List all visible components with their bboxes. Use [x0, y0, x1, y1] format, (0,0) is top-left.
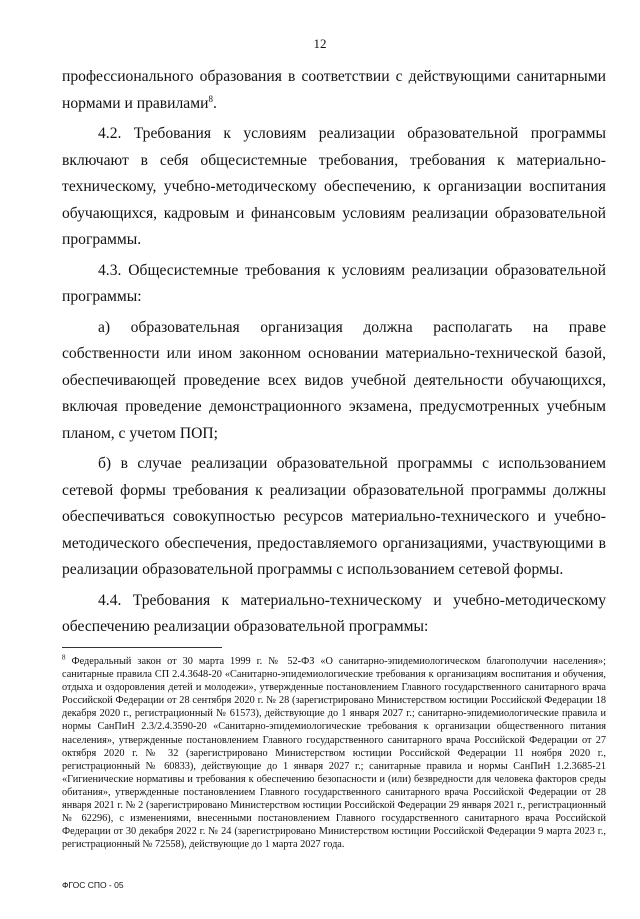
footnote	[62, 655, 606, 851]
paragraph-4-4: 4.4. Требования к материально-техническому и учебно-методическому обеспечению реализации образовательной программы:	[62, 591, 606, 635]
paragraph-4-2: 4.2. Требования к условиям реализации образовательной программы включают в себя общесистемные требования, требования к материально-техническому, учебно-методическому обеспечению, к организации воспитания обучающихся, кадровым и финансовым условиям реализации образовательной программы.	[62, 125, 606, 248]
footnote-reference[interactable]: 8	[208, 93, 213, 104]
document-body	[62, 64, 606, 645]
footnote-separator	[62, 647, 222, 648]
page-number: 12	[313, 36, 327, 51]
footnote-mark: 8	[62, 653, 66, 662]
paragraph-4-3-a: а) образовательная организация должна располагать на праве собственности или ином законном основании материально-технической базой, обеспечивающей проведение всех видов учебной деятельности обучающихся, включая проведение демонстрационного экзамена, предусмотренных учебным планом, с учетом ПОП;	[62, 318, 606, 442]
paragraph-continuation: профессионального образования в соответствии с действующими санитарными нормами и правилами$^8$.	[62, 68, 606, 112]
footnote-text: Федеральный закон от 30 марта 1999 г. № 52-ФЗ «О санитарно-эпидемиологическом благополучии населения»; санитарные правила СП 2.4.3648-20 «Санитарно-эпидемиологические требования к организациям воспитания и обучения, отдыха и оздоровления детей и молодежи», утвержденные постановлением Главного государственного санитарного врача Российской Федерации от 28 сентября 2020 г. № 28 (зарегистрировано Министерством юстиции Российской Федерации 18 декабря 2020 г., регистрационный № 61573), действующие до 1 января 2027 г.; санитарно-эпидемиологические правила и нормы СанПиН 2.3/2.4.3590-20 «Санитарно-эпидемиологические требования к организации общественного питания населения», утвержденные постановлением Главного государственного санитарного врача Российской Федерации от 27 октября 2020 г. № 32 (зарегистрировано Министерством юстиции Российской Федерации 11 ноября 2020 г., регистрационный № 60833), действующие до 1 января 2027 г.; санитарные правила и нормы СанПиН 1.2.3685-21 «Гигиенические нормативы и требования к обеспечению безопасности и (или) безвредности для человека факторов среды обитания», утвержденные постановлением Главного государственного санитарного врача Российской Федерации от 28 января 2021 г. № 2 (зарегистрировано Министерством юстиции Российской Федерации 29 января 2021 г., регистрационный № 62296), с изменениями, внесенными постановлением Главного государственного санитарного врача Российской Федерации от 30 декабря 2022 г. № 24 (зарегистрировано Министерством юстиции Российской Федерации 9 марта 2023 г., регистрационный № 72558), действующие до 1 марта 2027 года.	[62, 656, 606, 851]
paragraph-4-3: 4.3. Общесистемные требования к условиям реализации образовательной программы:	[62, 261, 606, 305]
document-footer: ФГОС СПО - 05	[62, 880, 124, 890]
paragraph-4-3-b: б) в случае реализации образовательной программы с использованием сетевой формы требования к реализации образовательной программы должны обеспечиваться совокупностью ресурсов материально-технического и учебно-методического обеспечения, предоставляемого организациями, участвующими в реализации образовательной программы с использованием сетевой формы.	[62, 455, 606, 578]
